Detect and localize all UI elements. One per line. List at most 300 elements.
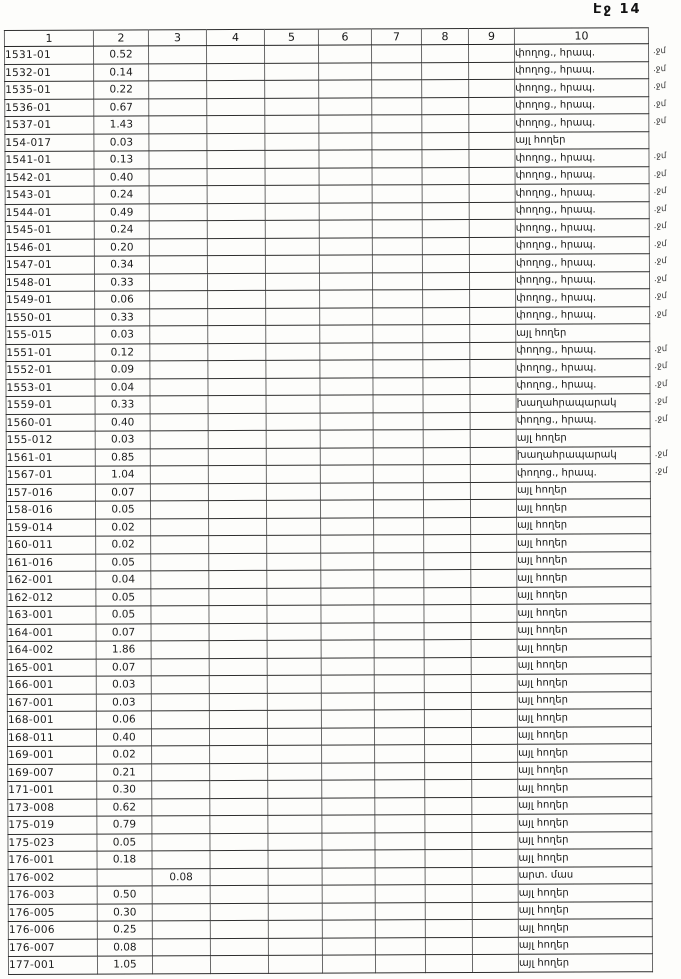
empty-cell: [422, 97, 469, 115]
empty-cell: [322, 815, 375, 833]
empty-cell: [320, 412, 373, 430]
empty-cell: [207, 133, 265, 151]
empty-cell: [424, 534, 471, 552]
area-value-cell: 0.03: [96, 693, 151, 711]
empty-cell: [320, 325, 373, 343]
empty-cell: [422, 202, 469, 220]
empty-cell: [322, 832, 375, 850]
empty-cell: [319, 220, 372, 238]
parcel-code-cell: 1552-01: [6, 361, 95, 379]
empty-cell: [423, 289, 470, 307]
edge-fragment: .ջմ: [653, 81, 667, 92]
edge-fragment: [656, 849, 680, 867]
edge-fragment: .ջմ: [653, 186, 667, 197]
empty-cell: [321, 727, 374, 745]
empty-cell: [374, 675, 424, 693]
empty-cell: [265, 238, 319, 256]
area-value-cell: [152, 956, 210, 974]
area-value-cell: [152, 903, 210, 921]
land-use-cell: այլ հողեր: [518, 849, 652, 867]
land-use-cell: այլ հողեր: [516, 324, 650, 342]
area-value-cell: [150, 501, 208, 519]
empty-cell: [208, 290, 266, 308]
area-value-cell: 0.12: [95, 343, 150, 361]
empty-cell: [209, 570, 267, 588]
empty-cell: [320, 290, 373, 308]
land-use-cell: խաղահրապարակ: [516, 394, 650, 412]
empty-cell: [266, 430, 320, 448]
empty-cell: [268, 833, 322, 851]
empty-cell: [321, 692, 374, 710]
empty-cell: [207, 115, 265, 133]
empty-cell: [210, 850, 268, 868]
area-value-cell: [149, 186, 207, 204]
empty-cell: [208, 360, 266, 378]
empty-cell: [425, 832, 472, 850]
area-value-cell: [152, 816, 210, 834]
area-value-cell: 0.14: [94, 63, 149, 81]
area-value-cell: [149, 63, 207, 81]
empty-cell: [470, 429, 516, 447]
empty-cell: [209, 728, 267, 746]
empty-cell: [209, 658, 267, 676]
empty-cell: [374, 692, 424, 710]
land-use-cell: արտ. մաս: [518, 866, 652, 884]
empty-cell: [209, 675, 267, 693]
land-use-cell: այլ հողեր: [518, 936, 652, 954]
area-value-cell: [151, 536, 209, 554]
empty-cell: [266, 378, 320, 396]
empty-cell: [470, 307, 516, 325]
area-value-cell: 0.20: [94, 238, 149, 256]
empty-cell: [425, 902, 472, 920]
area-value-cell: [151, 588, 209, 606]
empty-cell: [266, 413, 320, 431]
empty-cell: [425, 797, 472, 815]
empty-cell: [207, 220, 265, 238]
empty-cell: [372, 132, 422, 150]
edge-fragment: [655, 551, 679, 569]
parcel-code-cell: 1551-01: [6, 344, 95, 362]
land-use-cell: այլ հողեր: [518, 814, 652, 832]
edge-fragment: .ջմ: [654, 361, 668, 372]
area-value-cell: 0.07: [95, 483, 150, 501]
empty-cell: [266, 500, 320, 518]
empty-cell: [267, 693, 321, 711]
empty-cell: [321, 657, 374, 675]
empty-cell: [208, 308, 266, 326]
area-value-cell: 1.43: [94, 116, 149, 134]
edge-fragment: .ջմ: [654, 378, 668, 389]
column-header: 1: [4, 30, 93, 46]
area-value-cell: 0.05: [96, 588, 151, 606]
empty-cell: [372, 97, 422, 115]
empty-cell: [210, 938, 268, 956]
empty-cell: [373, 290, 423, 308]
empty-cell: [424, 569, 471, 587]
empty-cell: [265, 168, 319, 186]
empty-cell: [425, 762, 472, 780]
area-value-cell: [149, 133, 207, 151]
parcel-code-cell: 1546-01: [5, 239, 94, 257]
area-value-cell: 0.05: [96, 553, 151, 571]
area-value-cell: [149, 203, 207, 221]
empty-cell: [266, 395, 320, 413]
empty-cell: [372, 185, 422, 203]
empty-cell: [265, 98, 319, 116]
area-value-cell: 0.33: [95, 396, 150, 414]
empty-cell: [425, 919, 472, 937]
empty-cell: [208, 343, 266, 361]
empty-cell: [207, 63, 265, 81]
empty-cell: [469, 79, 515, 97]
edge-fragment: .ջմ: [654, 448, 668, 460]
empty-cell: [320, 342, 373, 360]
empty-cell: [470, 394, 516, 412]
parcel-code-cell: 161-016: [7, 554, 96, 572]
empty-cell: [472, 849, 518, 867]
empty-cell: [469, 62, 515, 80]
empty-cell: [422, 272, 469, 290]
land-use-cell: փողոց., հրապ.: [514, 44, 648, 62]
empty-cell: [210, 833, 268, 851]
area-value-cell: 0.79: [97, 816, 152, 834]
parcel-code-cell: 157-016: [6, 484, 95, 502]
empty-cell: [208, 395, 266, 413]
area-value-cell: 0.03: [95, 431, 150, 449]
land-use-cell: այլ հողեր: [518, 919, 652, 937]
land-use-cell: այլ հողեր: [517, 604, 651, 622]
empty-cell: [322, 920, 375, 938]
area-value-cell: [152, 833, 210, 851]
empty-cell: [266, 343, 320, 361]
area-value-cell: 0.30: [97, 903, 152, 921]
empty-cell: [267, 553, 321, 571]
empty-cell: [472, 884, 518, 902]
empty-cell: [268, 903, 322, 921]
empty-cell: [207, 80, 265, 98]
empty-cell: [265, 220, 319, 238]
empty-cell: [207, 168, 265, 186]
area-value-cell: 0.04: [95, 378, 150, 396]
empty-cell: [374, 605, 424, 623]
empty-cell: [266, 448, 320, 466]
land-use-cell: այլ հողեր: [518, 884, 652, 902]
area-value-cell: 0.50: [97, 886, 152, 904]
empty-cell: [268, 815, 322, 833]
edge-fragment: [657, 954, 681, 972]
empty-cell: [320, 377, 373, 395]
parcel-code-cell: 155-012: [6, 431, 95, 449]
parcel-code-cell: 162-001: [7, 571, 96, 589]
empty-cell: [423, 324, 470, 342]
empty-cell: [321, 552, 374, 570]
area-value-cell: [152, 781, 210, 799]
land-use-cell: փողոց., հրապ.: [515, 149, 649, 167]
empty-cell: [472, 954, 518, 972]
empty-cell: [472, 832, 518, 850]
empty-cell: [266, 290, 320, 308]
empty-cell: [470, 289, 516, 307]
parcel-code-cell: 171-001: [8, 781, 97, 799]
empty-cell: [264, 45, 318, 63]
column-header: 2: [93, 30, 148, 46]
area-value-cell: 0.05: [95, 501, 150, 519]
area-value-cell: [151, 606, 209, 624]
area-value-cell: [97, 868, 152, 886]
empty-cell: [422, 149, 469, 167]
empty-cell: [423, 377, 470, 395]
area-value-cell: [150, 308, 208, 326]
empty-cell: [321, 517, 374, 535]
empty-cell: [374, 727, 424, 745]
empty-cell: [322, 797, 375, 815]
empty-cell: [375, 832, 425, 850]
edge-fragment: [655, 586, 679, 604]
empty-cell: [471, 569, 517, 587]
edge-fragment: [655, 534, 679, 552]
empty-cell: [319, 167, 372, 185]
empty-cell: [472, 744, 518, 762]
area-value-cell: [151, 518, 209, 536]
empty-cell: [469, 254, 515, 272]
empty-cell: [319, 202, 372, 220]
empty-cell: [210, 763, 268, 781]
parcel-code-cell: 1545-01: [5, 221, 94, 239]
parcel-code-cell: 1560-01: [6, 414, 95, 432]
empty-cell: [422, 254, 469, 272]
page-number: Էջ 14: [593, 2, 642, 17]
empty-cell: [265, 115, 319, 133]
area-value-cell: 0.06: [95, 291, 150, 309]
empty-cell: [210, 885, 268, 903]
land-use-cell: փողոց., հրապ.: [515, 201, 649, 219]
land-use-cell: այլ հողեր: [517, 639, 651, 657]
empty-cell: [372, 167, 422, 185]
area-value-cell: 0.05: [97, 833, 152, 851]
empty-cell: [425, 867, 472, 885]
area-value-cell: [149, 273, 207, 291]
empty-cell: [423, 482, 470, 500]
column-header: 10: [514, 28, 648, 45]
empty-cell: [321, 710, 374, 728]
parcel-code-cell: 176-005: [8, 904, 97, 922]
empty-cell: [374, 587, 424, 605]
land-use-cell: փողոց., հրապ.: [516, 376, 650, 394]
empty-cell: [424, 709, 471, 727]
empty-cell: [209, 588, 267, 606]
empty-cell: [472, 762, 518, 780]
area-value-cell: [152, 798, 210, 816]
empty-cell: [423, 307, 470, 325]
edge-fragment: [656, 691, 680, 709]
parcel-code-cell: 1567-01: [6, 466, 95, 484]
edge-fragment: [657, 884, 681, 902]
empty-cell: [268, 745, 322, 763]
area-value-cell: 0.24: [94, 186, 149, 204]
empty-cell: [422, 167, 469, 185]
empty-cell: [469, 132, 515, 150]
empty-cell: [319, 150, 372, 168]
empty-cell: [208, 500, 266, 518]
empty-cell: [375, 780, 425, 798]
empty-cell: [423, 464, 470, 482]
edge-fragment: .ջմ: [653, 116, 667, 127]
parcel-code-cell: 163-001: [7, 606, 96, 624]
empty-cell: [469, 167, 515, 185]
area-value-cell: 0.52: [93, 46, 148, 64]
land-use-cell: այլ հողեր: [517, 674, 651, 692]
empty-cell: [469, 272, 515, 290]
empty-cell: [322, 850, 375, 868]
empty-cell: [425, 744, 472, 762]
empty-cell: [371, 45, 421, 63]
empty-cell: [267, 623, 321, 641]
empty-cell: [265, 150, 319, 168]
empty-cell: [372, 220, 422, 238]
empty-cell: [422, 184, 469, 202]
empty-cell: [471, 639, 517, 657]
empty-cell: [266, 465, 320, 483]
parcel-code-cell: 1553-01: [6, 379, 95, 397]
land-use-cell: փողոց., հրապ.: [516, 341, 650, 359]
empty-cell: [470, 464, 516, 482]
area-value-cell: [150, 343, 208, 361]
area-value-cell: 0.09: [95, 361, 150, 379]
empty-cell: [425, 814, 472, 832]
empty-cell: [322, 867, 375, 885]
edge-fragment: [657, 936, 681, 954]
empty-cell: [265, 255, 319, 273]
empty-cell: [322, 902, 375, 920]
empty-cell: [423, 447, 470, 465]
area-value-cell: [149, 81, 207, 99]
area-value-cell: [150, 291, 208, 309]
empty-cell: [375, 797, 425, 815]
empty-cell: [375, 745, 425, 763]
empty-cell: [374, 657, 424, 675]
edge-fragment: .ջմ: [654, 343, 668, 354]
land-use-cell: փողոց., հրապ.: [515, 166, 649, 184]
parcel-code-cell: 1536-01: [5, 99, 94, 117]
edge-fragment: [656, 726, 680, 744]
empty-cell: [268, 920, 322, 938]
parcel-code-cell: 1532-01: [5, 64, 94, 82]
empty-cell: [422, 132, 469, 150]
empty-cell: [321, 640, 374, 658]
parcel-code-cell: 176-007: [8, 939, 97, 957]
empty-cell: [265, 63, 319, 81]
empty-cell: [374, 640, 424, 658]
empty-cell: [372, 115, 422, 133]
empty-cell: [423, 412, 470, 430]
empty-cell: [209, 553, 267, 571]
parcel-code-cell: 158-016: [6, 501, 95, 519]
area-value-cell: [151, 641, 209, 659]
empty-cell: [469, 219, 515, 237]
edge-fragment: .ջմ: [653, 203, 667, 214]
empty-cell: [470, 342, 516, 360]
empty-cell: [373, 377, 423, 395]
empty-cell: [424, 587, 471, 605]
land-use-cell: այլ հողեր: [517, 534, 651, 552]
area-value-cell: [150, 483, 208, 501]
edge-fragment: [657, 901, 681, 919]
area-value-cell: [149, 151, 207, 169]
empty-cell: [210, 815, 268, 833]
empty-cell: [421, 44, 468, 62]
land-use-cell: փողոց., հրապ.: [516, 411, 650, 429]
area-value-cell: 0.05: [96, 606, 151, 624]
land-use-cell: այլ հողեր: [516, 481, 650, 499]
empty-cell: [373, 482, 423, 500]
empty-cell: [424, 692, 471, 710]
empty-cell: [207, 203, 265, 221]
empty-cell: [265, 273, 319, 291]
empty-cell: [373, 307, 423, 325]
empty-cell: [320, 482, 373, 500]
area-value-cell: [151, 553, 209, 571]
empty-cell: [267, 640, 321, 658]
land-use-cell: այլ հողեր: [518, 831, 652, 849]
empty-cell: [471, 674, 517, 692]
empty-cell: [320, 465, 373, 483]
land-use-cell: այլ հողեր: [518, 901, 652, 919]
empty-cell: [375, 920, 425, 938]
land-use-cell: այլ հողեր: [517, 586, 651, 604]
empty-cell: [268, 780, 322, 798]
empty-cell: [373, 395, 423, 413]
empty-cell: [208, 465, 266, 483]
empty-cell: [423, 342, 470, 360]
empty-cell: [321, 570, 374, 588]
empty-cell: [470, 377, 516, 395]
area-value-cell: [151, 728, 209, 746]
area-value-cell: 0.02: [97, 746, 152, 764]
parcel-code-cell: 160-011: [7, 536, 96, 554]
empty-cell: [375, 867, 425, 885]
table-body: [4, 44, 652, 974]
edge-fragment: [656, 709, 680, 727]
parcel-code-cell: 173-008: [8, 799, 97, 817]
edge-fragment: [656, 814, 680, 832]
empty-cell: [469, 237, 515, 255]
empty-cell: [266, 308, 320, 326]
empty-cell: [372, 62, 422, 80]
area-value-cell: 0.33: [95, 308, 150, 326]
empty-cell: [425, 937, 472, 955]
empty-cell: [470, 499, 516, 517]
land-use-cell: փողոց., հրապ.: [516, 464, 650, 482]
empty-cell: [470, 359, 516, 377]
area-value-cell: 0.03: [96, 676, 151, 694]
empty-cell: [210, 745, 268, 763]
land-use-cell: փողոց., հրապ.: [515, 236, 649, 254]
area-value-cell: [151, 658, 209, 676]
empty-cell: [471, 534, 517, 552]
empty-cell: [265, 80, 319, 98]
parcel-code-cell: 159-014: [7, 519, 96, 537]
empty-cell: [471, 727, 517, 745]
empty-cell: [267, 675, 321, 693]
edge-fragment: [656, 779, 680, 797]
empty-cell: [208, 483, 266, 501]
empty-cell: [472, 902, 518, 920]
land-use-cell: այլ հողեր: [518, 779, 652, 797]
parcel-code-cell: 169-007: [8, 764, 97, 782]
area-value-cell: [152, 746, 210, 764]
land-use-cell: այլ հողեր: [517, 516, 651, 534]
